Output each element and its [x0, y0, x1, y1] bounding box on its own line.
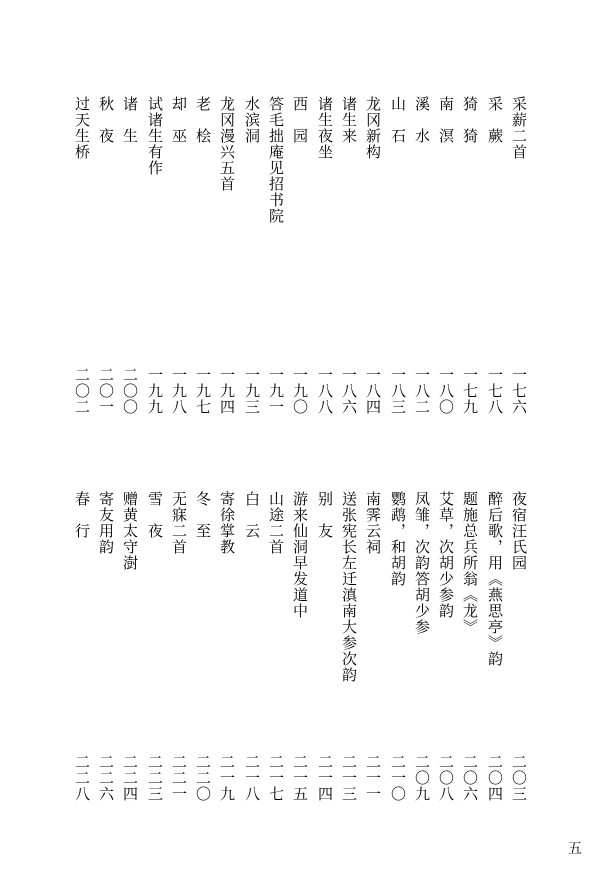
toc-entry-page: 一九四 — [218, 367, 236, 415]
toc-entry-title: 水滨洞 — [243, 96, 261, 144]
toc-entry-page: 一八六 — [340, 367, 358, 415]
toc-entry-title: 寄徐掌教 — [218, 491, 236, 555]
toc-entry-title: 猗 猗 — [461, 96, 479, 144]
toc-entry-title: 诸 生 — [121, 96, 139, 144]
toc-entry-title: 采 蕨 — [486, 96, 504, 144]
toc-entry-title: 山 石 — [389, 96, 407, 144]
toc-entry-title: 冬 至 — [194, 491, 212, 539]
toc-entry-title: 诸生夜坐 — [316, 96, 334, 160]
toc-entry-page: 二〇三 — [510, 754, 528, 802]
toc-entry-page: 一九九 — [146, 367, 164, 415]
toc-entry-page: 一八〇 — [437, 367, 455, 415]
toc-entry-title: 过天生桥 — [73, 96, 91, 160]
toc-entry-title: 白 云 — [243, 491, 261, 539]
toc-entry-title: 溪 水 — [413, 96, 431, 144]
toc-entry-page: 一九三 — [243, 367, 261, 415]
toc-entry-page: 一九七 — [194, 367, 212, 415]
toc-entry-page: 二〇〇 — [121, 367, 139, 415]
toc-entry-page: 一八四 — [364, 367, 382, 415]
toc-entry-page: 二二四 — [121, 754, 139, 802]
toc-entry-page: 二二六 — [97, 754, 115, 802]
toc-entry-page: 一八二 — [413, 367, 431, 415]
toc-entry-page: 二二一 — [170, 754, 188, 802]
page-number: 五 — [568, 841, 582, 857]
toc-entry-title: 山途二首 — [267, 491, 285, 555]
toc-entry-title: 艾草，次胡少参韵 — [437, 491, 455, 619]
toc-entry-title: 秋 夜 — [97, 96, 115, 144]
toc-entry-page: 一七六 — [510, 367, 528, 415]
toc-entry-title: 春 行 — [73, 491, 91, 539]
toc-entry-page: 一九一 — [267, 367, 285, 415]
toc-entry-page: 二一〇 — [389, 754, 407, 802]
toc-entry-title: 别 友 — [316, 491, 334, 539]
toc-entry-title: 试诸生有作 — [146, 96, 164, 176]
toc-entry-title: 龙冈新构 — [364, 96, 382, 160]
toc-entry-title: 鹦鹉，和胡韵 — [389, 491, 407, 587]
toc-entry-page: 二〇一 — [97, 367, 115, 415]
toc-entry-title: 凤雏，次韵答胡少参 — [413, 491, 431, 635]
toc-entry-page: 一九八 — [170, 367, 188, 415]
toc-entry-page: 二〇六 — [461, 754, 479, 802]
toc-entry-title: 寄友用韵 — [97, 491, 115, 555]
toc-entry-title: 题施总兵所翁《龙》 — [461, 491, 479, 635]
toc-entry-title: 诸生来 — [340, 96, 358, 144]
toc-entry-page: 二二〇 — [194, 754, 212, 802]
toc-entry-page: 一八八 — [316, 367, 334, 415]
toc-entry-page: 二二八 — [73, 754, 91, 802]
toc-entry-title: 答毛拙庵见招书院 — [267, 96, 285, 224]
toc-entry-page: 二〇二 — [73, 367, 91, 415]
toc-entry-title: 却 巫 — [170, 96, 188, 144]
toc-entry-page: 二二三 — [146, 754, 164, 802]
toc-entry-page: 一八三 — [389, 367, 407, 415]
toc-entry-title: 采薪二首 — [510, 96, 528, 160]
toc-entry-title: 无寐二首 — [170, 491, 188, 555]
toc-entry-page: 二〇四 — [486, 754, 504, 802]
toc-lower-half — [0, 436, 600, 872]
toc-entry-title: 南 溟 — [437, 96, 455, 144]
toc-entry-page: 二一五 — [291, 754, 309, 802]
toc-entry-page: 二一四 — [316, 754, 334, 802]
toc-entry-title: 西 园 — [291, 96, 309, 144]
toc-entry-title: 龙冈漫兴五首 — [218, 96, 236, 192]
toc-entry-page: 二一一 — [364, 754, 382, 802]
toc-entry-page: 二一七 — [267, 754, 285, 802]
toc-entry-title: 南霁云祠 — [364, 491, 382, 555]
toc-entry-page: 二〇九 — [413, 754, 431, 802]
toc-entry-title: 送张宪长左迁滇南大参次韵 — [340, 491, 358, 683]
toc-entry-page: 二一九 — [218, 754, 236, 802]
toc-entry-page: 二一三 — [340, 754, 358, 802]
toc-entry-page: 二一八 — [243, 754, 261, 802]
toc-entry-page: 一七九 — [461, 367, 479, 415]
toc-entry-title: 游来仙洞早发道中 — [291, 491, 309, 619]
toc-entry-title: 雪 夜 — [146, 491, 164, 539]
toc-entry-title: 醉后歌，用《燕思亭》韵 — [486, 491, 504, 667]
toc-entry-title: 夜宿汪氏园 — [510, 491, 528, 571]
toc-entry-page: 一七八 — [486, 367, 504, 415]
toc-entry-title: 老 桧 — [194, 96, 212, 144]
toc-entry-title: 赠黄太守澍 — [121, 491, 139, 571]
toc-entry-page: 二〇八 — [437, 754, 455, 802]
toc-entry-page: 一九〇 — [291, 367, 309, 415]
